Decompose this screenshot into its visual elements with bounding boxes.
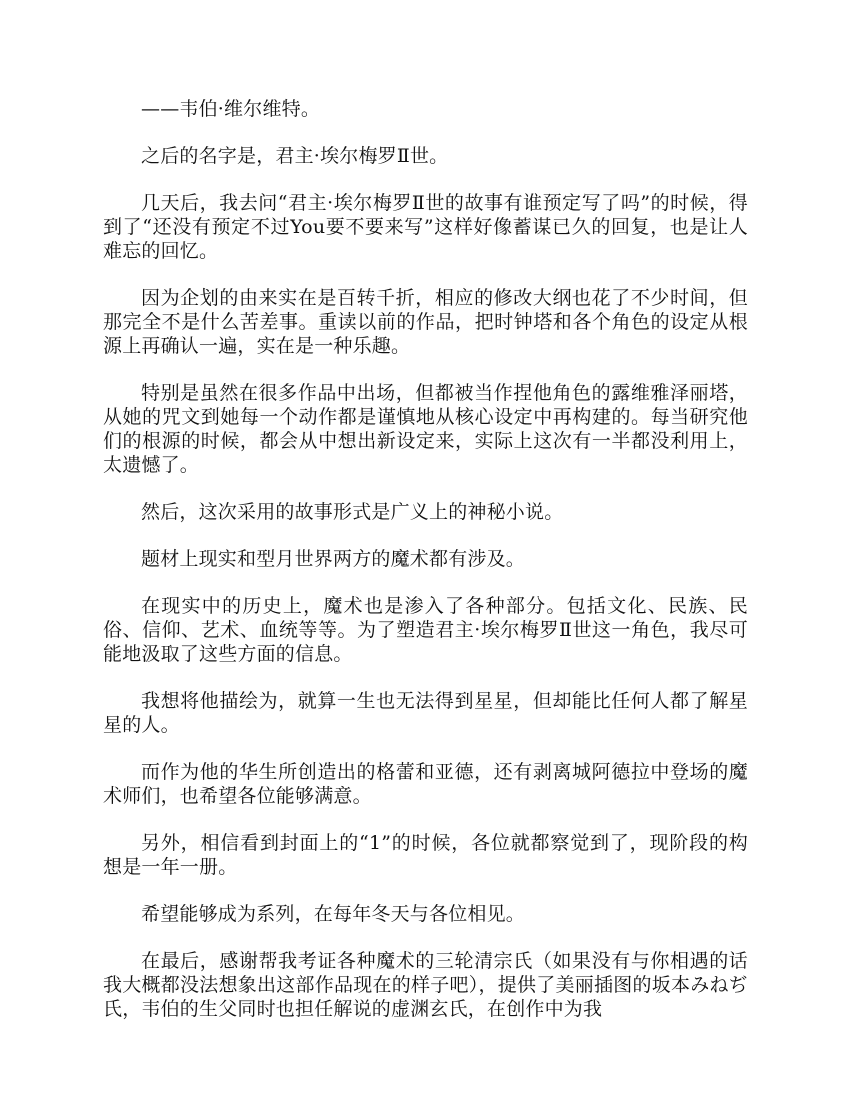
paragraph-3: 几天后，我去问“君主·埃尔梅罗Ⅱ世的故事有谁预定写了吗”的时候，得到了“还没有预定不过You要不要来写”这样好像蓄谋已久的回复，也是让人难忘的回忆。 <box>103 192 748 262</box>
paragraph-9: 我想将他描绘为，就算一生也无法得到星星，但却能比任何人都了解星星的人。 <box>103 690 748 736</box>
paragraph-6: 然后，这次采用的故事形式是广义上的神秘小说。 <box>141 501 564 523</box>
paragraph-2: 之后的名字是，君主·埃尔梅罗Ⅱ世。 <box>141 145 449 167</box>
paragraph-11: 另外，相信看到封面上的“1”的时候，各位就都察觉到了，现阶段的构想是一年一册。 <box>103 832 748 878</box>
paragraph-5: 特别是虽然在很多作品中出场，但都被当作捏他角色的露维雅泽丽塔，从她的咒文到她每一个动作都是谨慎地从核心设定中再构建的。每当研究他们的根源的时候，都会从中想出新设定来，实际上这次有一半都没利用上，太遗憾了。 <box>103 382 748 476</box>
paragraph-13: 在最后，感谢帮我考证各种魔术的三轮清宗氏（如果没有与你相遇的话我大概都没法想象出这部作品现在的样子吧），提供了美丽插图的坂本みねぢ氏，韦伯的生父同时也担任解说的虚渊玄氏，在创作中为我 <box>103 950 748 1020</box>
paragraph-10: 而作为他的华生所创造出的格蕾和亚德，还有剥离城阿德拉中登场的魔术师们，也希望各位能够满意。 <box>103 761 748 807</box>
paragraph-7: 题材上现实和型月世界两方的魔术都有涉及。 <box>141 548 526 570</box>
paragraph-4: 因为企划的由来实在是百转千折，相应的修改大纲也花了不少时间，但那完全不是什么苦差事。重读以前的作品，把时钟塔和各个角色的设定从根源上再确认一遍，实在是一种乐趣。 <box>103 287 748 357</box>
afterword-text <box>103 97 748 1044</box>
paragraph-8: 在现实中的历史上，魔术也是渗入了各种部分。包括文化、民族、民俗、信仰、艺术、血统等等。为了塑造君主·埃尔梅罗Ⅱ世这一角色，我尽可能地汲取了这些方面的信息。 <box>103 595 748 665</box>
paragraph-1: ——韦伯·维尔维特。 <box>141 98 321 120</box>
paragraph-12: 希望能够成为系列，在每年冬天与各位相见。 <box>141 903 526 925</box>
